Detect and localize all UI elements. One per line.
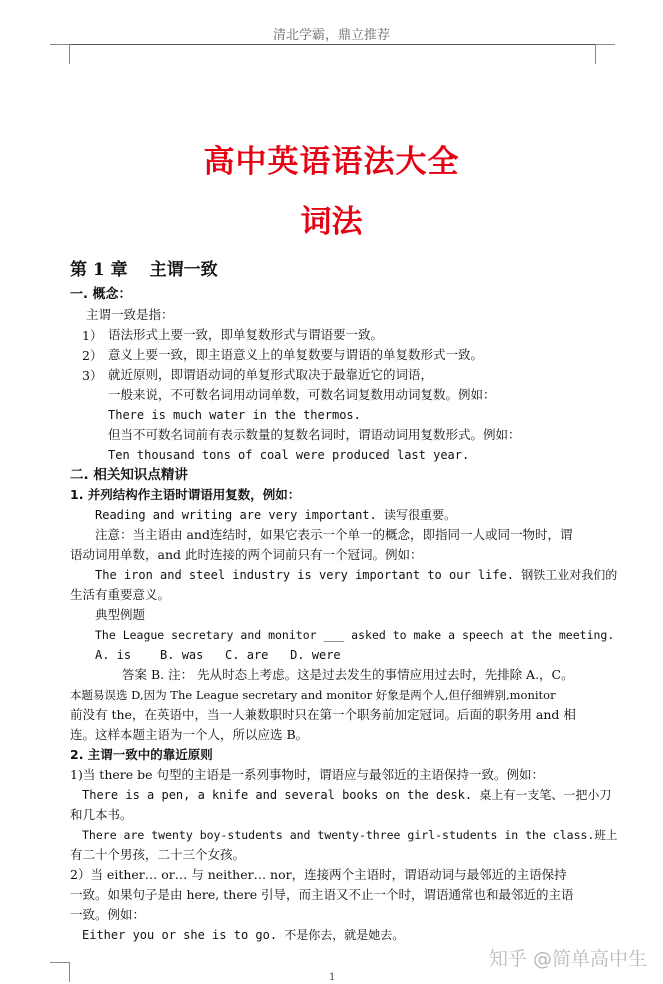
question-options: A. is B. was C. are D. were <box>95 648 341 662</box>
example-sentence: Reading and writing are very important. 读写很重要。 <box>95 508 456 522</box>
watermark: 知乎 @简单高中生 <box>488 948 647 970</box>
example-sentence: There are twenty boy-students and twenty-three girl-students in the class.班上 <box>82 828 618 842</box>
example-sentence: There is a pen, a knife and several books on the desk. 桌上有一支笔、一把小刀 <box>82 788 612 802</box>
crop-mark <box>69 44 70 64</box>
section-heading: 一. 概念： <box>70 287 132 302</box>
paragraph: 和几本书。 <box>70 807 133 822</box>
paragraph: 一致。如果句子是由 here, there 引导，而主语又不止一个时，谓语通常也和最邻近的主语 <box>70 887 574 902</box>
page-number: 1 <box>329 972 336 983</box>
chapter-heading <box>70 255 218 280</box>
document-subtitle: 词法 <box>300 204 363 240</box>
paragraph: 2）当 either… or… 与 neither… nor，连接两个主语时，谓语动词与最邻近的主语保持 <box>70 867 567 882</box>
example-sentence: There is much water in the thermos. <box>108 408 361 422</box>
paragraph: 答案 B. 注： 先从时态上考虑。这是过去发生的事情应用过去时，先排除 A.，C。 <box>122 667 574 682</box>
section-heading: 二. 相关知识点精讲 <box>70 467 188 483</box>
header-divider <box>70 44 595 45</box>
paragraph: 典型例题 <box>95 607 146 622</box>
paragraph: 一般来说，不可数名词用动词单数，可数名词复数用动词复数。例如： <box>108 387 496 402</box>
paragraph: 前没有 the，在英语中，当一人兼数职时只在第一个职务前加定冠词。后面的职务用 and 相 <box>70 707 576 722</box>
example-sentence: Ten thousand tons of coal were produced last year. <box>108 448 470 462</box>
paragraph: 语动词用单数，and 此时连接的两个词前只有一个冠词。例如： <box>70 547 423 562</box>
crop-mark <box>595 44 596 64</box>
chapter-name: 主谓一致 <box>149 260 218 280</box>
example-sentence: The iron and steel industry is very important to our life. 钢铁工业对我们的 <box>95 568 618 582</box>
paragraph: 生活有重要意义。 <box>70 587 171 602</box>
subsection-heading: 2. 主谓一致中的靠近原则 <box>70 747 213 762</box>
paragraph: 有二十个男孩，二十三个女孩。 <box>70 847 246 862</box>
paragraph: 本题易误选 D,因为 The League secretary and monitor 好象是两个人,但仔细辨别,monitor <box>70 688 556 702</box>
crop-mark <box>69 962 70 982</box>
crop-mark <box>50 44 70 45</box>
paragraph: 连。这样本题主语为一个人，所以应选 B。 <box>70 727 309 742</box>
list-item: 语法形式上要一致，即单复数形式与谓语要一致。 <box>108 327 384 342</box>
chapter-number: 第 1 章 <box>70 260 128 280</box>
subsection-heading: 1. 并列结构作主语时谓语用复数，例如： <box>70 487 301 502</box>
paragraph: 1)当 there be 句型的主语是一系列事物时，谓语应与最邻近的主语保持一致。例如： <box>70 767 544 782</box>
list-number: 1） <box>82 328 103 343</box>
list-item: 就近原则，即谓语动词的单复形式取决于最靠近它的词语， <box>108 367 434 382</box>
crop-mark <box>595 44 615 45</box>
list-item: 意义上要一致，即主语意义上的单复数要与谓语的单复数形式一致。 <box>108 347 484 362</box>
question: The League secretary and monitor ___ asked to make a speech at the meeting. <box>95 628 615 642</box>
crop-mark <box>50 962 70 963</box>
list-number: 3） <box>82 368 103 383</box>
paragraph: 注意：当主语由 and连结时，如果它表示一个单一的概念，即指同一人或同一物时，谓 <box>95 527 573 542</box>
example-sentence: Either you or she is to go. 不是你去，就是她去。 <box>82 928 405 942</box>
page-header: 清北学霸，鼎立推荐 <box>272 28 390 43</box>
paragraph: 一致。例如： <box>70 907 146 922</box>
paragraph: 但当不可数名词前有表示数量的复数名词时，谓语动词用复数形式。例如： <box>108 427 521 442</box>
list-number: 2） <box>82 348 103 363</box>
paragraph: 主谓一致是指： <box>86 307 174 322</box>
document-title: 高中英语语法大全 <box>203 144 460 180</box>
